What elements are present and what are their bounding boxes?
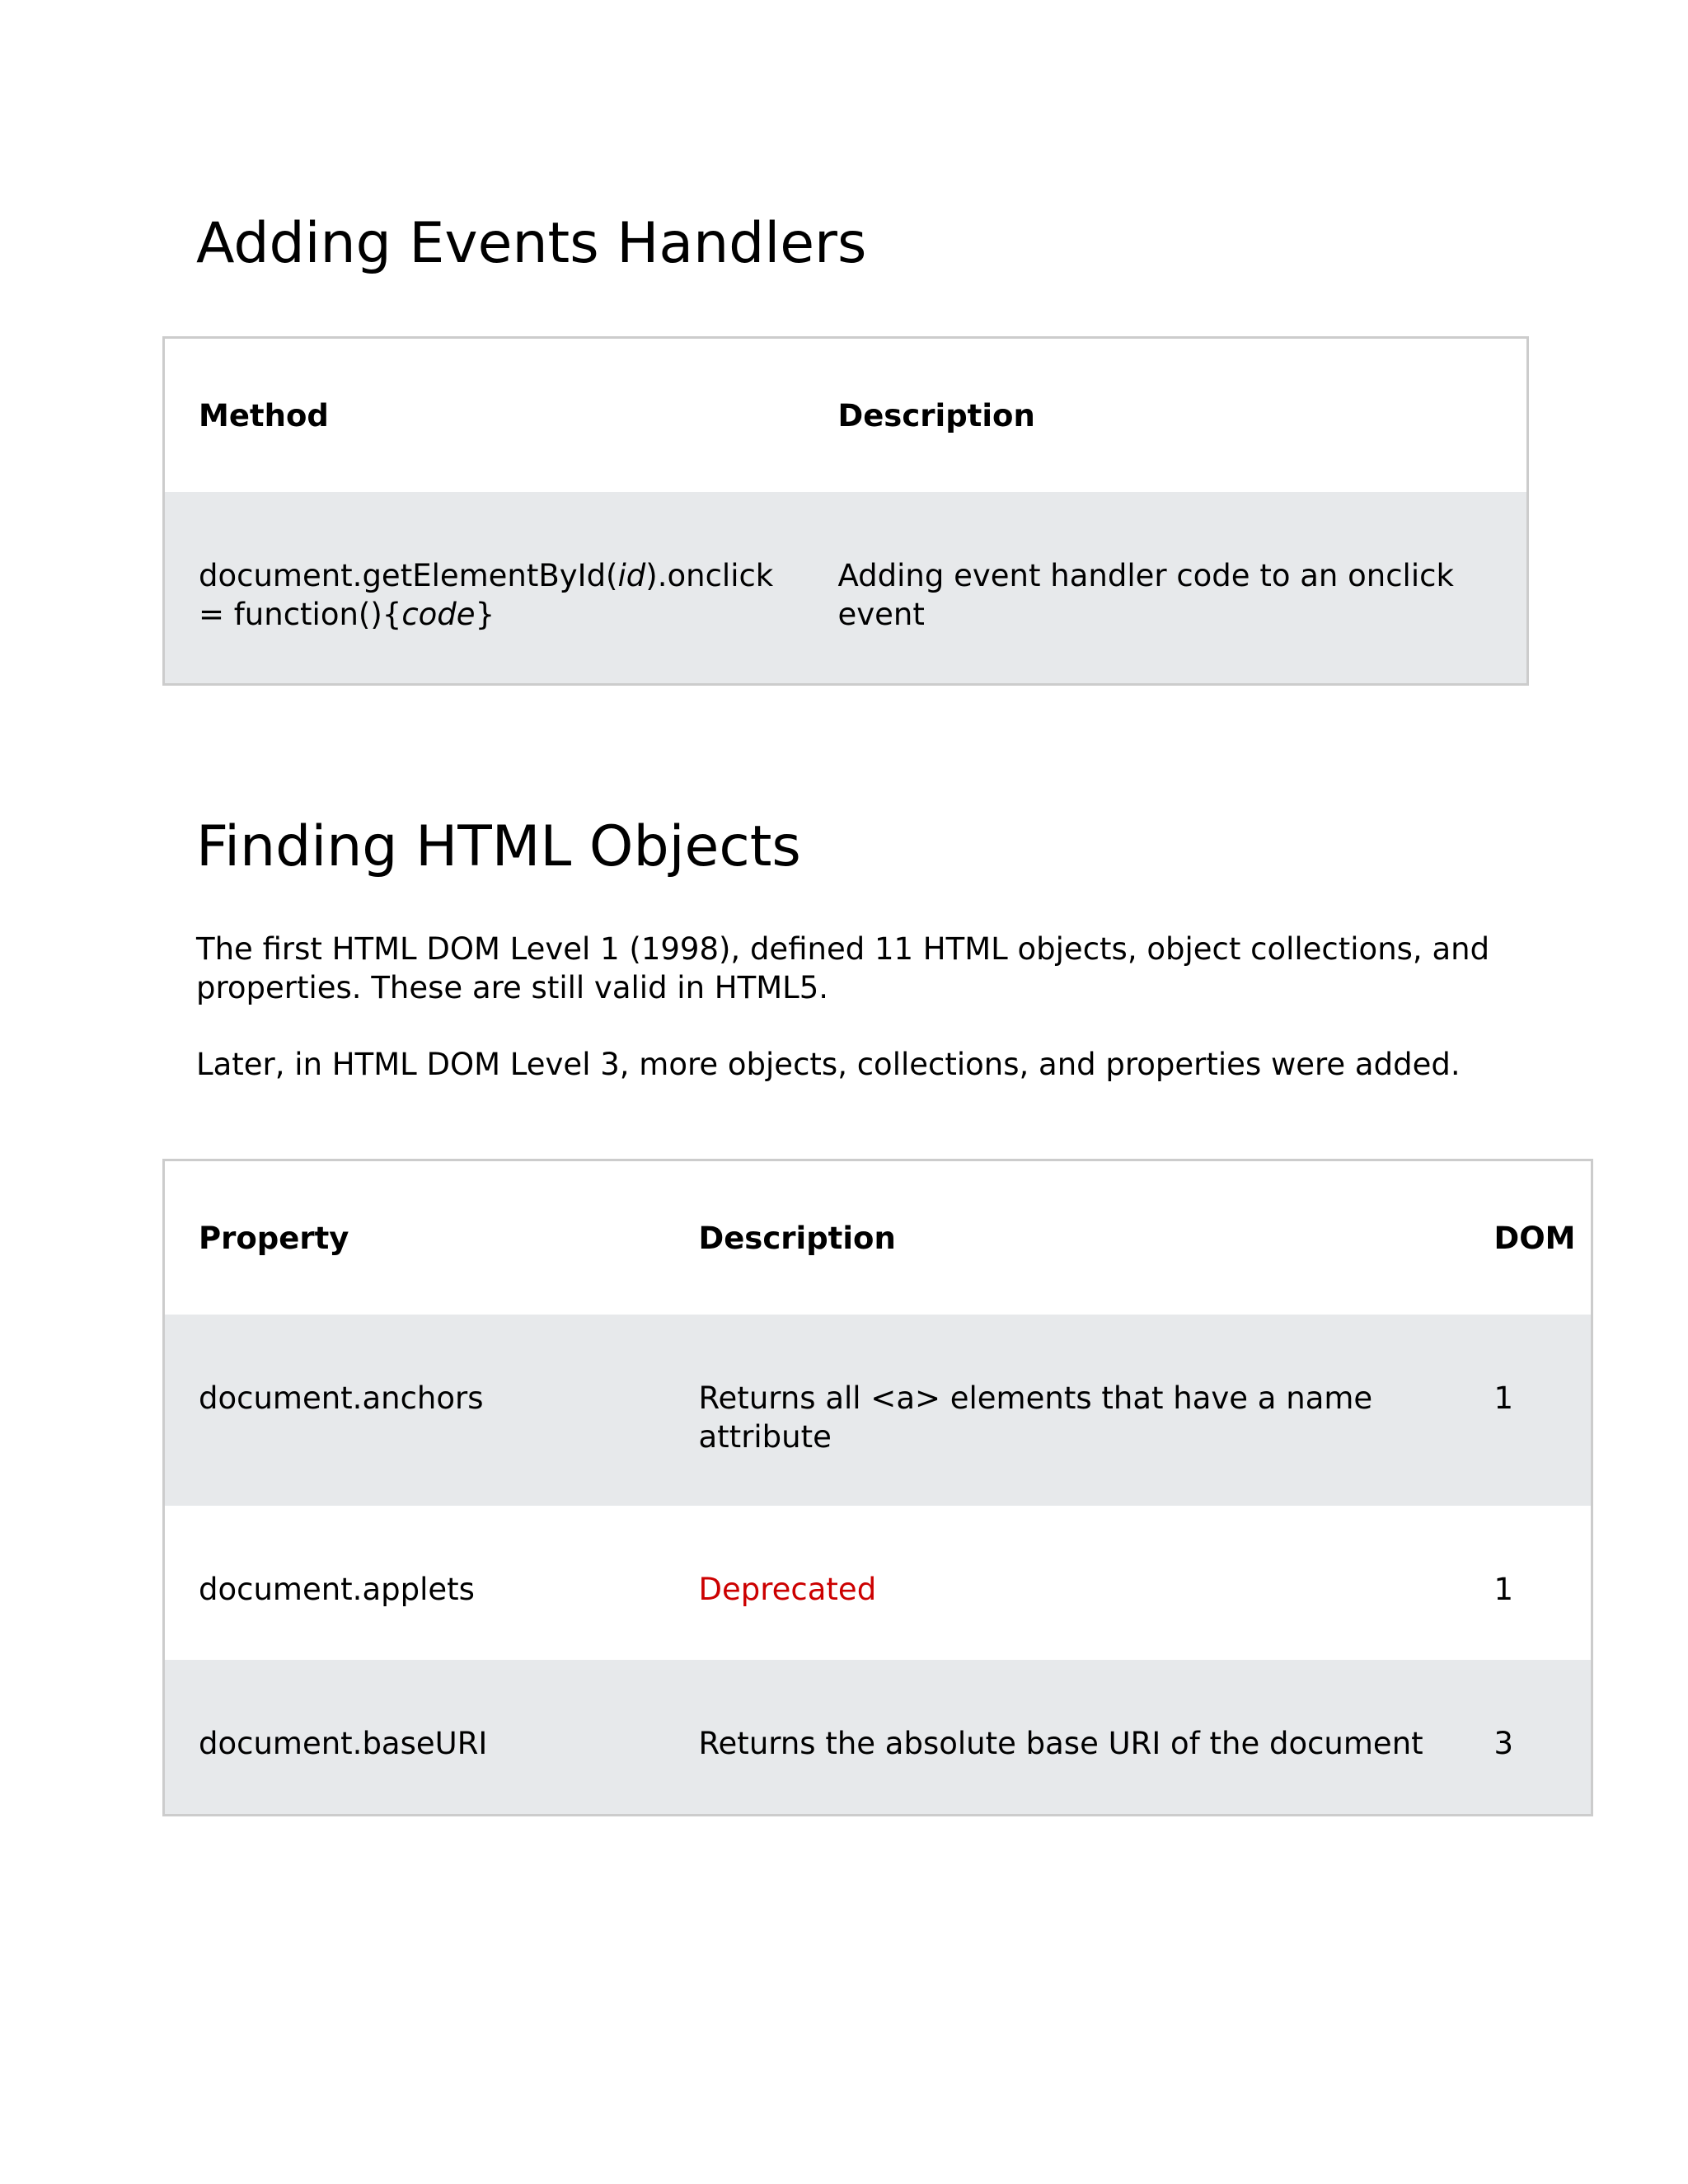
column-header-property: Property: [164, 1160, 665, 1315]
dom-level-cell: 3: [1461, 1660, 1592, 1816]
description-cell: Adding event handler code to an onclick event: [804, 492, 1528, 685]
table-row: [164, 492, 1528, 685]
description-cell-deprecated: Deprecated: [665, 1506, 1461, 1660]
method-code-part: }: [475, 597, 495, 632]
method-code-param: code: [401, 597, 476, 632]
description-cell: Returns all <a> elements that have a name attribute: [665, 1315, 1461, 1506]
method-cell: [164, 492, 804, 685]
section-heading-event-handlers: Adding Events Handlers: [196, 211, 867, 276]
column-header-description: Description: [804, 338, 1528, 493]
dom-level-cell: 1: [1461, 1315, 1592, 1506]
table-row: [164, 1506, 1592, 1660]
event-handlers-table: [162, 336, 1529, 686]
html-objects-table: [162, 1159, 1593, 1816]
table-row: [164, 1315, 1592, 1506]
property-cell: document.baseURI: [164, 1660, 665, 1816]
property-cell: document.applets: [164, 1506, 665, 1660]
property-cell: document.anchors: [164, 1315, 665, 1506]
intro-paragraph: The first HTML DOM Level 1 (1998), defined 11 HTML objects, object collections, and properties. These are still valid in HTML5.: [196, 931, 1490, 1005]
description-cell: Returns the absolute base URI of the document: [665, 1660, 1461, 1816]
column-header-dom: DOM: [1461, 1160, 1592, 1315]
column-header-method: Method: [164, 338, 804, 493]
section-heading-finding-objects: Finding HTML Objects: [196, 814, 801, 879]
dom-level-cell: 1: [1461, 1506, 1592, 1660]
method-id-param: id: [617, 558, 646, 593]
method-code-part: document.getElementById(: [199, 558, 618, 593]
method-code-part: ).onclick = function(){: [199, 558, 774, 632]
column-header-description: Description: [665, 1160, 1461, 1315]
table-row: [164, 1660, 1592, 1816]
intro-paragraph: Later, in HTML DOM Level 3, more objects, collections, and properties were added.: [196, 1047, 1461, 1082]
